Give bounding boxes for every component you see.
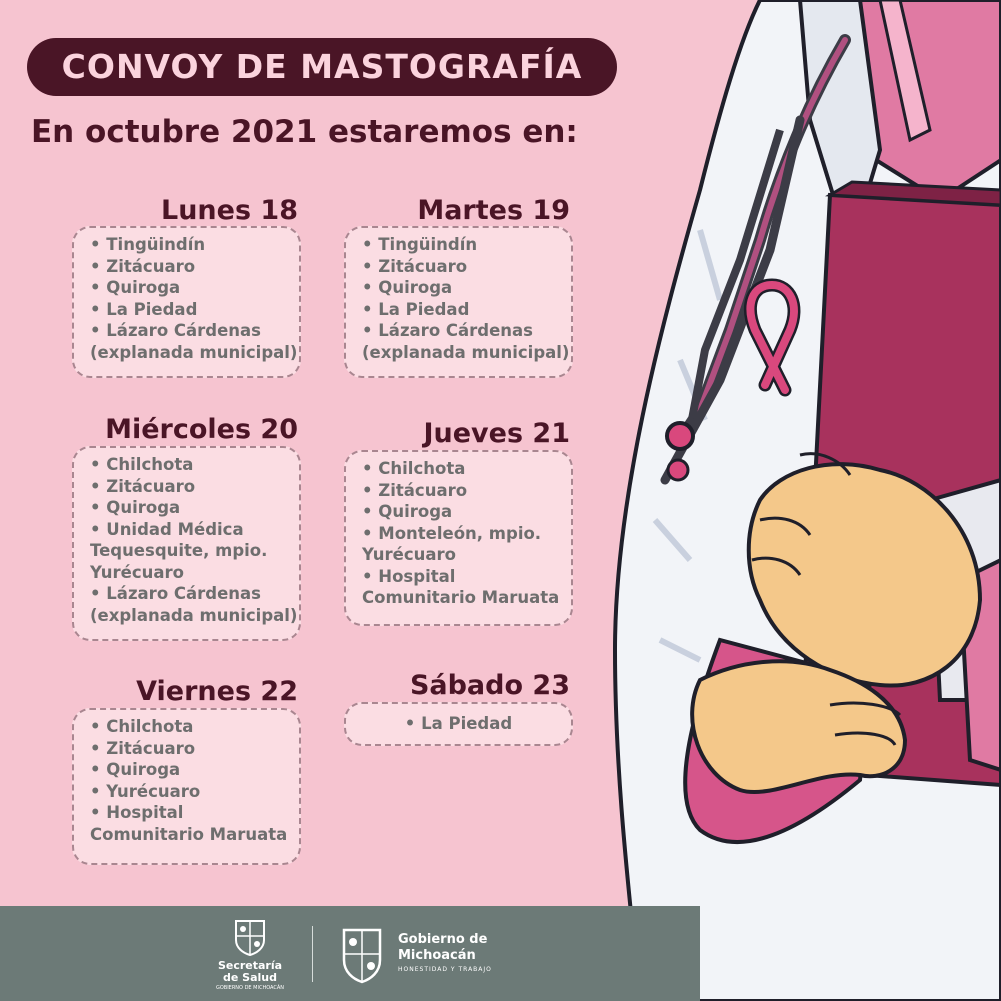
list-item: • Hospital bbox=[90, 803, 184, 822]
gobierno-line2: Michoacán bbox=[398, 948, 476, 963]
location-list-martes bbox=[344, 226, 573, 378]
day-heading-viernes: Viernes 22 bbox=[136, 676, 298, 707]
list-item: (explanada municipal) bbox=[362, 342, 570, 362]
location-list-viernes bbox=[72, 708, 301, 865]
secretaria-salud-logo bbox=[200, 916, 300, 993]
list-item: • Quiroga bbox=[362, 278, 453, 297]
location-list-lunes bbox=[72, 226, 301, 378]
day-heading-jueves: Jueves 21 bbox=[423, 418, 570, 449]
title-banner bbox=[27, 38, 617, 96]
day-heading-lunes: Lunes 18 bbox=[160, 195, 298, 226]
list-item: (explanada municipal) bbox=[90, 342, 298, 362]
list-item: • Quiroga bbox=[90, 278, 181, 297]
location-list-jueves bbox=[344, 450, 573, 626]
footer-bar bbox=[0, 906, 700, 1001]
list-item: • Quiroga bbox=[362, 502, 453, 521]
list-item: • Zitácuaro bbox=[90, 738, 196, 758]
list-item: Tequesquite, mpio. bbox=[90, 541, 268, 560]
list-item: (explanada municipal) bbox=[90, 605, 298, 625]
day-heading-sabado: Sábado 23 bbox=[409, 670, 570, 701]
list-item: • La Piedad bbox=[90, 299, 198, 319]
list-item: • Zitácuaro bbox=[90, 256, 196, 276]
list-item: • Unidad Médica bbox=[90, 519, 244, 539]
list-item: • Quiroga bbox=[90, 498, 181, 517]
secretaria-line1: Secretaría bbox=[217, 959, 283, 972]
list-item: • Zitácuaro bbox=[362, 480, 468, 500]
list-item: • Chilchota bbox=[362, 459, 466, 478]
list-item: • Lázaro Cárdenas bbox=[90, 584, 261, 603]
list-item: Comunitario Maruata bbox=[90, 824, 288, 844]
day-heading-miercoles: Miércoles 20 bbox=[105, 414, 298, 445]
page-subtitle: En octubre 2021 estaremos en: bbox=[31, 114, 578, 150]
list-item: Yurécuaro bbox=[362, 545, 456, 564]
list-item: Yurécuaro bbox=[90, 562, 184, 582]
list-item: • Chilchota bbox=[90, 455, 194, 474]
footer-divider bbox=[312, 926, 313, 982]
list-item: Comunitario Maruata bbox=[362, 588, 560, 607]
list-item: • La Piedad bbox=[362, 299, 470, 319]
list-item: • Tingüindín bbox=[90, 235, 206, 254]
list-item: • Chilchota bbox=[90, 717, 194, 736]
location-list-sabado bbox=[344, 702, 573, 746]
secretaria-line2: de Salud bbox=[223, 971, 277, 984]
doctor-illustration bbox=[600, 0, 1001, 1001]
secretaria-line3: GOBIERNO DE MICHOACÁN bbox=[215, 985, 285, 991]
shield-crest-icon bbox=[340, 924, 384, 984]
day-heading-martes: Martes 19 bbox=[417, 195, 570, 226]
list-item: • Tingüindín bbox=[362, 235, 478, 254]
location-list-miercoles bbox=[72, 446, 301, 641]
list-item: • Lázaro Cárdenas bbox=[90, 321, 261, 340]
gobierno-line3: HONESTIDAD Y TRABAJO bbox=[398, 966, 492, 973]
list-item: • Hospital bbox=[362, 566, 456, 586]
list-item: • Zitácuaro bbox=[362, 256, 468, 276]
shield-crest-icon bbox=[233, 916, 267, 956]
page-title: CONVOY DE MASTOGRAFÍA bbox=[61, 47, 583, 86]
list-item: • Lázaro Cárdenas bbox=[362, 321, 533, 340]
gobierno-line1: Gobierno de bbox=[398, 932, 488, 947]
list-item: • Quiroga bbox=[90, 760, 181, 779]
list-item: • La Piedad bbox=[404, 714, 513, 733]
list-item: • Monteleón, mpio. bbox=[362, 523, 542, 543]
list-item: • Yurécuaro bbox=[90, 781, 201, 801]
list-item: • Zitácuaro bbox=[90, 476, 196, 496]
